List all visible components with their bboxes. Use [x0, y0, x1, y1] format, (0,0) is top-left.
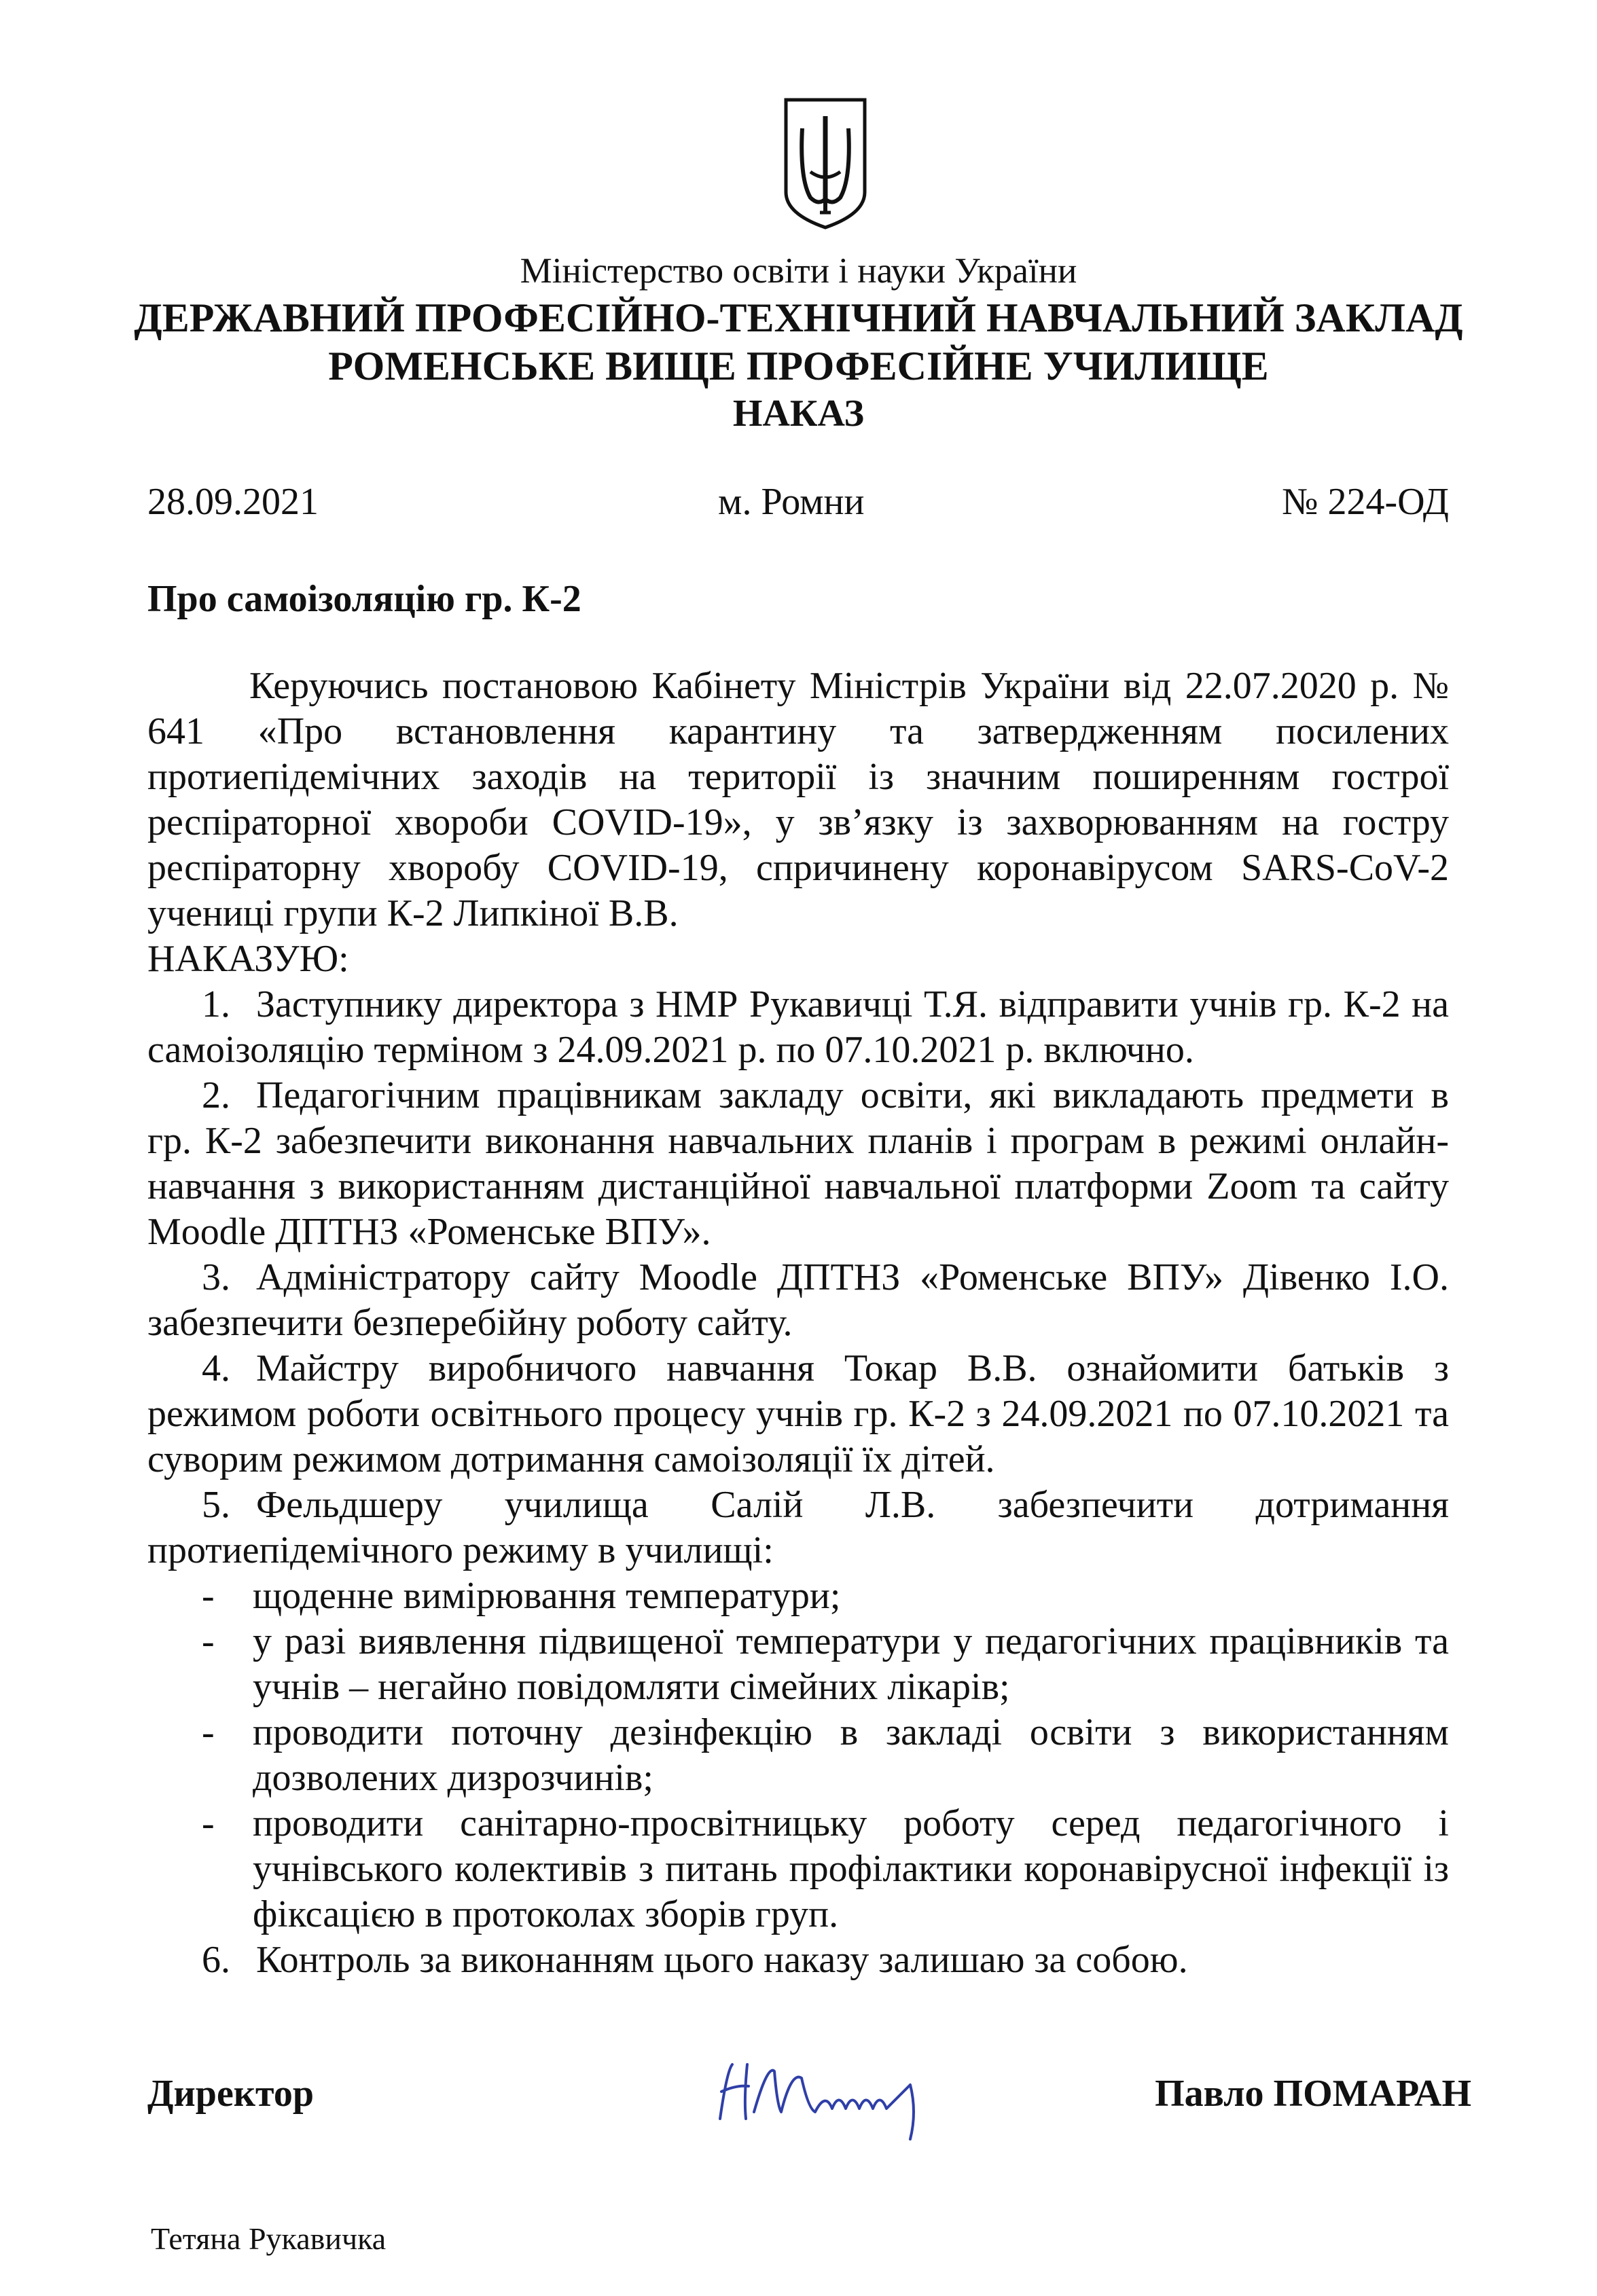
- list-item: 3. Адміністратору сайту Moodle ДПТНЗ «Роменське ВПУ» Дівенко І.О. забезпечити безперебійну роботу сайту.: [147, 1256, 1449, 1344]
- institution-name-line1: ДЕРЖАВНИЙ ПРОФЕСІЙНО-ТЕХНІЧНИЙ НАВЧАЛЬНИЙ ЗАКЛАД: [134, 295, 1463, 340]
- list-item: 6. Контроль за виконанням цього наказу залишаю за собою.: [202, 1939, 1188, 1981]
- order-date: 28.09.2021: [147, 481, 319, 523]
- list-item: - проводити санітарно-просвітницьку роботу серед педагогічного і учнівського колективів з питань профілактики коронавірусної інфекції із фіксацією в протоколах зборів груп.: [202, 1802, 1449, 1935]
- trident-coat-of-arms-icon: [783, 97, 867, 230]
- list-item: 5. Фельдшеру училища Салій Л.В. забезпечити дотримання протиепідемічного режиму в училищі:: [147, 1484, 1449, 1571]
- executor-name: Тетяна Рукавичка: [151, 2221, 387, 2256]
- list-item: 1. Заступнику директора з НМР Рукавичці Т.Я. відправити учнів гр. К-2 на самоізоляцію терміном з 24.09.2021 р. по 07.10.2021 р. включно.: [147, 983, 1449, 1071]
- document-type: НАКАЗ: [732, 393, 865, 435]
- order-keyword: НАКАЗУЮ:: [147, 938, 349, 980]
- order-subject: Про самоізоляцію гр. К-2: [147, 578, 581, 620]
- institution-name-line2: РОМЕНСЬКЕ ВИЩЕ ПРОФЕСІЙНЕ УЧИЛИЩЕ: [328, 344, 1269, 388]
- order-number: № 224-ОД: [1282, 481, 1449, 523]
- dash-items-list: [147, 1573, 1449, 1937]
- order-items-list: [147, 982, 1449, 1573]
- order-body: [147, 663, 1449, 1983]
- order-city: м. Ромни: [718, 481, 865, 523]
- preamble-paragraph: Керуючись постановою Кабінету Міністрів України від 22.07.2020 р. № 641 «Про встановлення карантину та затвердженням посилених протиепідемічних заходів на території із значним поширенням гострої респіраторної хвороби COVID-19», у зв’язку із захворюванням на гостру респіраторну хворобу COVID-19, спричинену коронавірусом SARS-CoV-2 учениці групи К-2 Липкіної В.В.: [147, 665, 1449, 934]
- list-item: - щоденне вимірювання температури;: [202, 1575, 841, 1617]
- list-item: 2. Педагогічним працівникам закладу освіти, які викладають предмети в гр. К-2 забезпечити виконання навчальних планів і програм в режимі онлайн-навчання з використанням дистанційної навчальної платформи Zoom та сайту Moodle ДПТНЗ «Роменське ВПУ».: [147, 1074, 1449, 1253]
- handwritten-signature: [706, 2044, 978, 2146]
- signer-name: Павло ПОМАРАН: [1155, 2073, 1471, 2115]
- list-item: - проводити поточну дезінфекцію в закладі освіти з використанням дозволених дизрозчинів;: [202, 1711, 1449, 1799]
- list-item: - у разі виявлення підвищеної температури у педагогічних працівників та учнів – негайно повідомляти сімейних лікарів;: [202, 1620, 1449, 1708]
- order-final-item: [147, 1937, 1449, 1983]
- list-item: 4. Майстру виробничого навчання Токар В.В. ознайомити батьків з режимом роботи освітнього процесу учнів гр. К-2 з 24.09.2021 по 07.10.2021 та суворим режимом дотримання самоізоляції їх дітей.: [147, 1347, 1449, 1480]
- signer-role: Директор: [147, 2073, 314, 2115]
- ministry-name: Міністерство освіти і науки України: [520, 251, 1077, 291]
